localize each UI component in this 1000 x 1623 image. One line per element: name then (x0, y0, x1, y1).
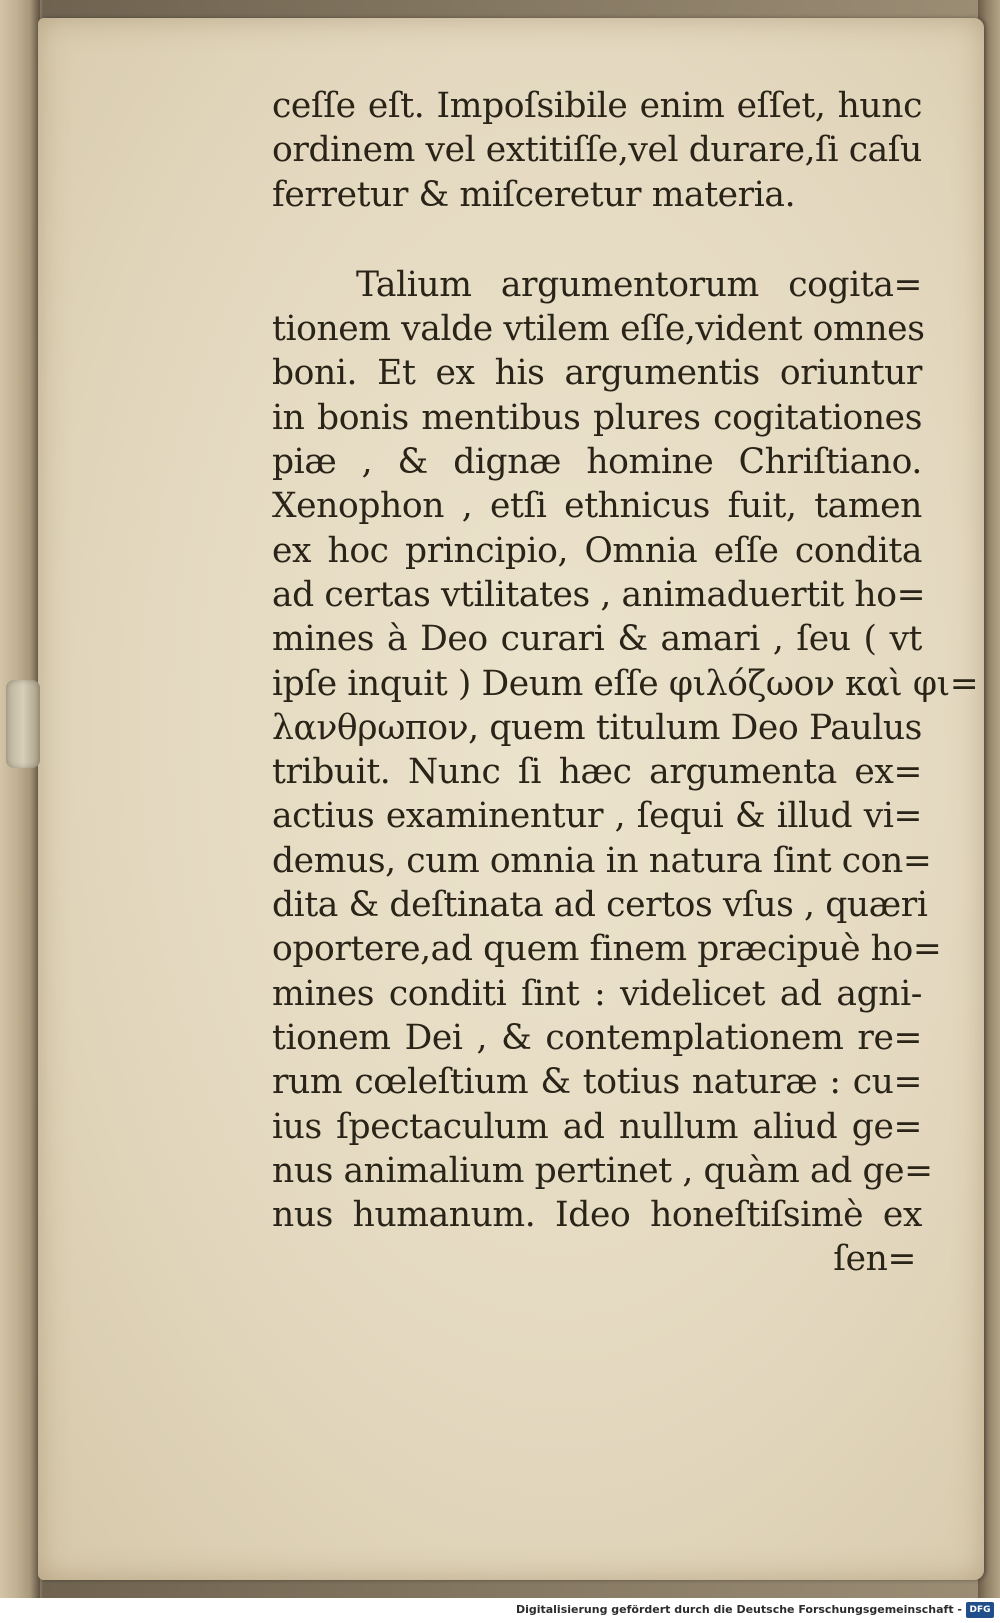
text-line: Xenophon , etſi ethnicus fuit, tamen (272, 486, 922, 527)
catchword: ſen= (833, 1239, 916, 1280)
text-line: ceſſe eſt. Impoſsibile enim eſſet, hunc (272, 86, 922, 126)
paragraph-gap (272, 217, 922, 263)
text-line: ad certas vtilitates , animaduertit ho= (272, 574, 926, 615)
text-line: boni. Et ex his argumentis oriuntur (272, 353, 922, 394)
text-line: ferretur & miſceretur materia. (272, 174, 796, 215)
text-line: ordinem vel extitiſſe,vel durare,ſi caſu (272, 130, 922, 171)
text-line: tribuit. Nunc ſi hæc argumenta ex= (272, 752, 922, 793)
text-line: λανθρωπον, quem titulum Deo Paulus (272, 707, 922, 748)
book-clasp (6, 680, 40, 768)
text-line: ius ſpectaculum ad nullum aliud ge= (272, 1106, 922, 1147)
text-line: nus humanum. Ideo honeſtiſsimè ex (272, 1195, 922, 1236)
text-line: in bonis mentibus plures cogitationes (272, 397, 922, 438)
text-line: rum cœleſtium & totius naturæ : cu= (272, 1062, 922, 1103)
text-line: demus, cum omnia in natura ſint con= (272, 840, 932, 881)
text-line: ex hoc principio, Omnia eſſe condita (272, 530, 922, 571)
text-line: oportere,ad quem finem præcipuè ho= (272, 929, 942, 970)
text-line: tionem valde vtilem eſſe,vident omnes (272, 309, 925, 350)
footer-bar (0, 1598, 1000, 1623)
book-cover-edge (0, 0, 40, 1598)
text-line: mines à Deo curari & amari , ſeu ( vt (272, 619, 922, 660)
page-text (272, 84, 979, 1282)
footer-credit: Digitalisierung gefördert durch die Deutsche Forschungsgemeinschaft - (515, 1603, 962, 1616)
dfg-logo: DFG (966, 1602, 994, 1618)
text-line: actius examinentur , ſequi & illud vi= (272, 796, 922, 837)
text-line: dita & deſtinata ad certos vſus , quæri (272, 885, 928, 926)
text-line: nus animalium pertinet , quàm ad ge= (272, 1150, 933, 1191)
text-line: piæ , & dignæ homine Chriſtiano. (272, 442, 922, 483)
text-line: mines conditi ſint : videlicet ad agni- (272, 973, 922, 1014)
text-line: ipſe inquit ) Deum eſſe φιλόζωον καὶ φι= (272, 663, 979, 704)
text-line: Talium argumentorum cogita= (356, 264, 922, 305)
text-line: tionem Dei , & contemplationem re= (272, 1017, 922, 1058)
